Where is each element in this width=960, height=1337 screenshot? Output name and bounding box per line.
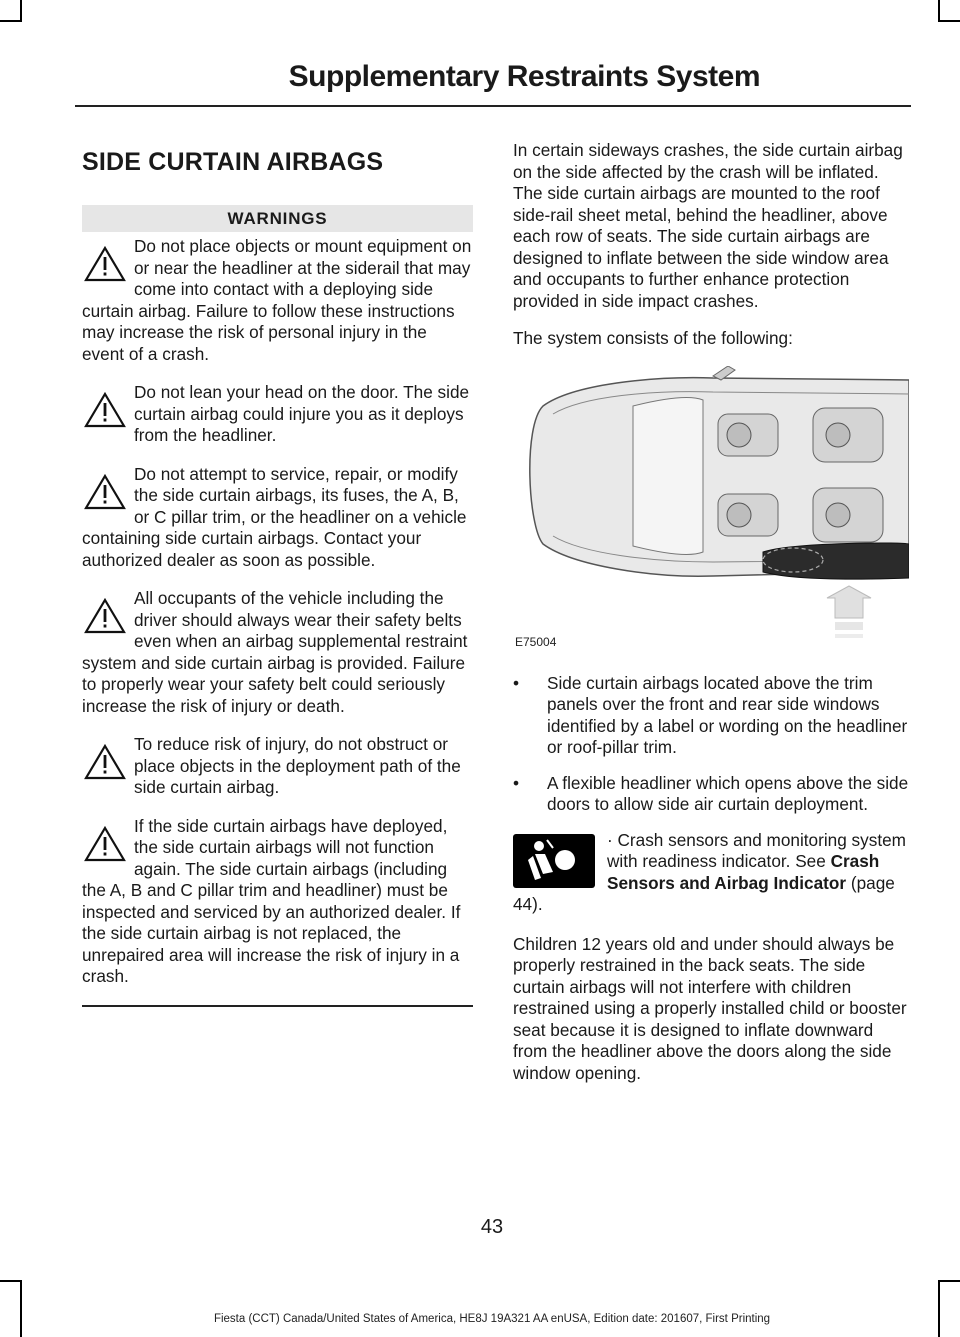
crop-mark [20,1280,22,1337]
page-header-title: Supplementary Restraints System [288,60,760,93]
warning-text: To reduce risk of injury, do not obstruct or place objects in the deployment path of the side curtain airbag. [134,734,461,797]
crop-mark [938,20,960,22]
warning-item [82,816,473,988]
warning-item [82,464,473,572]
page-reference: (page 44). [513,872,895,914]
crop-mark [938,1280,940,1337]
section-title: SIDE CURTAIN AIRBAGS [82,148,384,176]
cross-reference-link[interactable]: Crash Sensors and Airbag Indicator [607,851,880,893]
warning-item [82,382,473,447]
warning-triangle-icon [84,598,126,634]
warning-text: If the side curtain airbags have deployed, the side curtain airbags will not function again. The side curtain airbags (including the A, B and C pillar trim and headliner) must be inspected and serviced by an authorized dealer. If the side curtain airbag is not replaced, the unrepaired area will increase the risk of injury in a crash. [82,815,461,986]
left-column [82,140,473,1007]
components-list [513,673,909,816]
crop-mark [938,1280,960,1282]
warning-item [82,588,473,717]
page-number: 43 [480,1216,504,1238]
list-item-text: A flexible headliner which opens above the side doors to allow side air curtain deployment. [547,772,909,814]
warning-item [82,734,473,799]
warnings-list [82,236,473,988]
header-rule [75,105,911,107]
bullet: • [513,672,520,693]
right-column [513,140,909,1100]
warnings-end-rule [82,1005,473,1007]
warning-triangle-icon [84,826,126,862]
crop-mark [938,0,940,22]
warnings-heading: WARNINGS [82,205,473,232]
crop-mark [0,1280,22,1282]
children-paragraph: Children 12 years old and under should always be properly restrained in the back seats. The side curtain airbags will not interfere with children restrained using a properly installed child or booster seat because it is designed to inflate downward from the headliner above the doors along the side window opening. [513,933,907,1083]
warning-triangle-icon [84,744,126,780]
warning-text: Do not lean your head on the door. The side curtain airbag could injure you as it deploys from the headliner. [134,382,470,445]
warning-text: Do not attempt to service, repair, or modify the side curtain airbags, its fuses, the A, B, or C pillar trim, or the headliner on a vehicle containing side curtain airbags. Contact your authorized dealer as soon as possible. [82,463,467,570]
warning-triangle-icon [84,246,126,282]
warning-triangle-icon [84,474,126,510]
figure-code: E75004 [515,634,557,649]
airbag-indicator-icon [513,834,595,888]
list-item [513,773,909,816]
page-footer: Fiesta (CCT) Canada/United States of America, HE8J 19A321 AA enUSA, Edition date: 201607, First Printing [213,1313,771,1325]
crop-mark [0,20,22,22]
bullet: • [513,772,520,793]
vehicle-illustration [513,366,909,651]
consists-paragraph: The system consists of the following: [513,328,793,348]
sensor-text: · Crash sensors and monitoring system with readiness indicator. See [607,829,906,871]
vehicle-top-view-image [513,366,909,651]
warning-text: Do not place objects or mount equipment on or near the headliner at the siderail that may come into contact with a deploying side curtain airbag. Failure to follow these instructions may increase the risk of personal injury in the event of a crash. [82,236,472,364]
list-item-text: Side curtain airbags located above the trim panels over the front and rear side windows identified by a label or wording on the headliner or roof-pillar trim. [547,672,908,757]
crash-sensor-item [513,830,909,916]
warning-item [82,236,473,365]
crop-mark [20,0,22,22]
warning-text: All occupants of the vehicle including the driver should always wear their safety belts even when an airbag supplemental restraint system and side curtain airbag is provided. Failure to properly wear your safety belt could seriously increase the risk of injury or death. [82,588,468,716]
intro-paragraph: In certain sideways crashes, the side curtain airbag on the side affected by the crash will be inflated. The side curtain airbags are mounted to the roof side-rail sheet metal, behind the headliner, above each row of seats. The side curtain airbags are designed to inflate between the side window area and occupants to further enhance protection provided in side impact crashes. [513,140,903,311]
list-item [513,673,909,759]
warning-triangle-icon [84,392,126,428]
